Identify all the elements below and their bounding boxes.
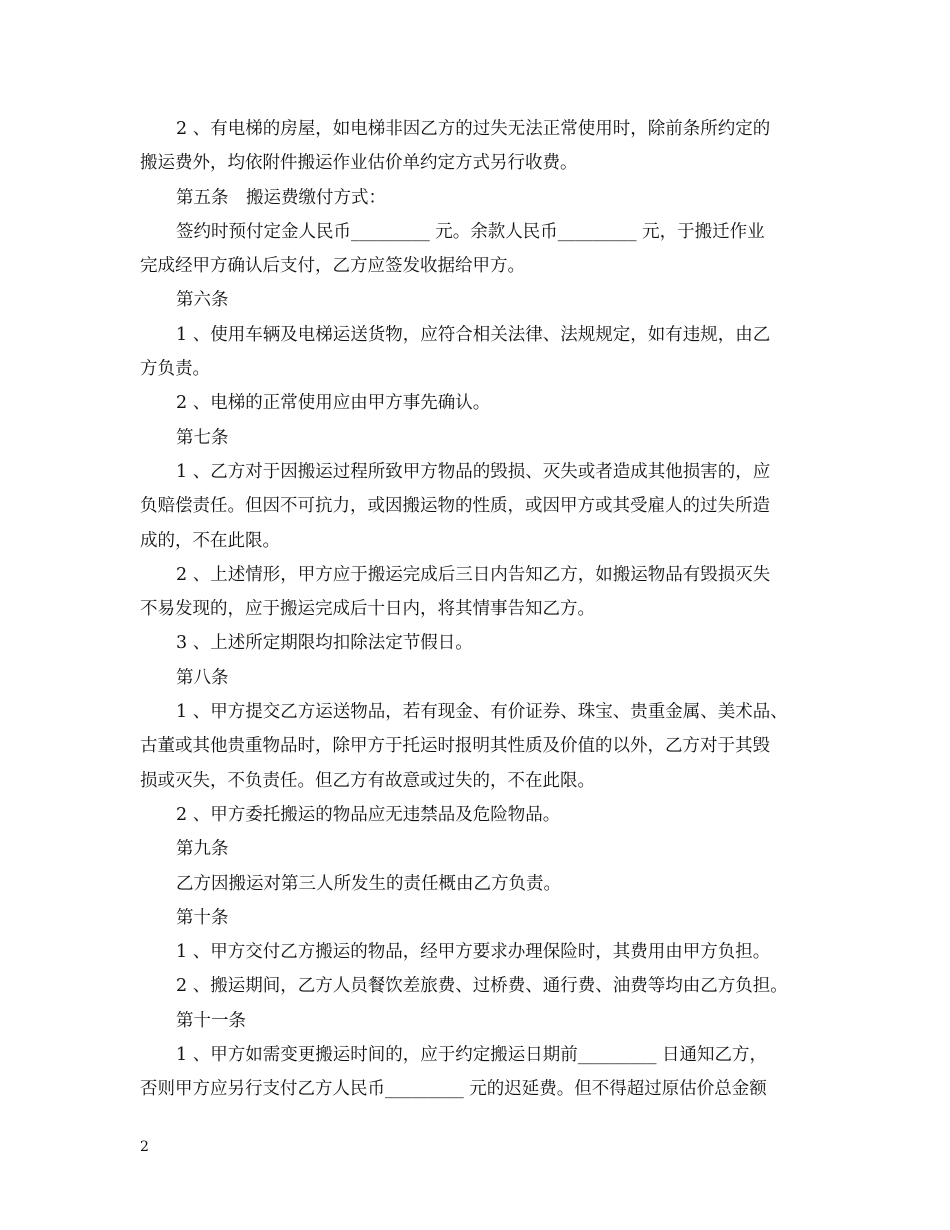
clause-line: 签约时预付定金人民币_________ 元。余款人民币_________ 元，于搬迁作业 <box>176 221 765 242</box>
clause-line: 损或灭失，不负责任。但乙方有故意或过失的，不在此限。 <box>140 770 595 791</box>
article-heading: 第八条 <box>176 667 229 688</box>
article-heading: 第十一条 <box>176 1010 246 1031</box>
article-heading: 第九条 <box>176 839 229 860</box>
clause-line: 负赔偿责任。但因不可抗力，或因搬运物的性质，或因甲方或其受雇人的过失所造 <box>140 496 770 517</box>
clause-line: 搬运费外，均依附件搬运作业估价单约定方式另行收费。 <box>140 153 578 174</box>
clause-line: 方负责。 <box>140 359 210 380</box>
clause-line: 1 、甲方交付乙方搬运的物品，经甲方要求办理保险时，其费用由甲方负担。 <box>176 942 771 963</box>
clause-line: 否则甲方应另行支付乙方人民币_________ 元的迟延费。但不得超过原估价总金额 <box>140 1079 767 1100</box>
clause-line: 2 、搬运期间，乙方人员餐饮差旅费、过桥费、通行费、油费等均由乙方负担。 <box>176 976 788 997</box>
contract-body <box>140 112 820 1107</box>
clause-line: 1 、使用车辆及电梯运送货物，应符合相关法律、法规规定，如有违规，由乙 <box>176 324 771 345</box>
clause-line: 1 、甲方提交乙方运送物品，若有现金、有价证券、珠宝、贵重金属、美术品、 <box>176 702 788 723</box>
article-heading: 第七条 <box>176 427 229 448</box>
clause-line: 不易发现的，应于搬运完成后十日内，将其情事告知乙方。 <box>140 599 595 620</box>
article-heading: 第五条 搬运费缴付方式： <box>176 187 386 208</box>
clause-line: 1 、甲方如需变更搬运时间的，应于约定搬运日期前_________ 日通知乙方， <box>176 1045 768 1066</box>
clause-line: 完成经甲方确认后支付，乙方应签发收据给甲方。 <box>140 256 525 277</box>
clause-line: 3 、上述所定期限均扣除法定节假日。 <box>176 633 473 654</box>
clause-line: 2 、上述情形，甲方应于搬运完成后三日内告知乙方，如搬运物品有毁损灭失 <box>176 564 771 585</box>
clause-line: 古董或其他贵重物品时，除甲方于托运时报明其性质及价值的以外，乙方对于其毁 <box>140 736 770 757</box>
clause-line: 2 、有电梯的房屋，如电梯非因乙方的过失无法正常使用时，除前条所约定的 <box>176 119 771 139</box>
clause-line: 2 、电梯的正常使用应由甲方事先确认。 <box>176 393 491 414</box>
article-heading: 第六条 <box>176 290 229 311</box>
clause-line: 2 、甲方委托搬运的物品应无违禁品及危险物品。 <box>176 804 561 825</box>
clause-line: 成的，不在此限。 <box>140 530 280 551</box>
article-heading: 第十条 <box>176 907 229 928</box>
clause-line: 乙方因搬运对第三人所发生的责任概由乙方负责。 <box>176 873 561 894</box>
page-number: 2 <box>140 1139 149 1155</box>
clause-line: 1 、乙方对于因搬运过程所致甲方物品的毁损、灭失或者造成其他损害的，应 <box>176 461 771 482</box>
